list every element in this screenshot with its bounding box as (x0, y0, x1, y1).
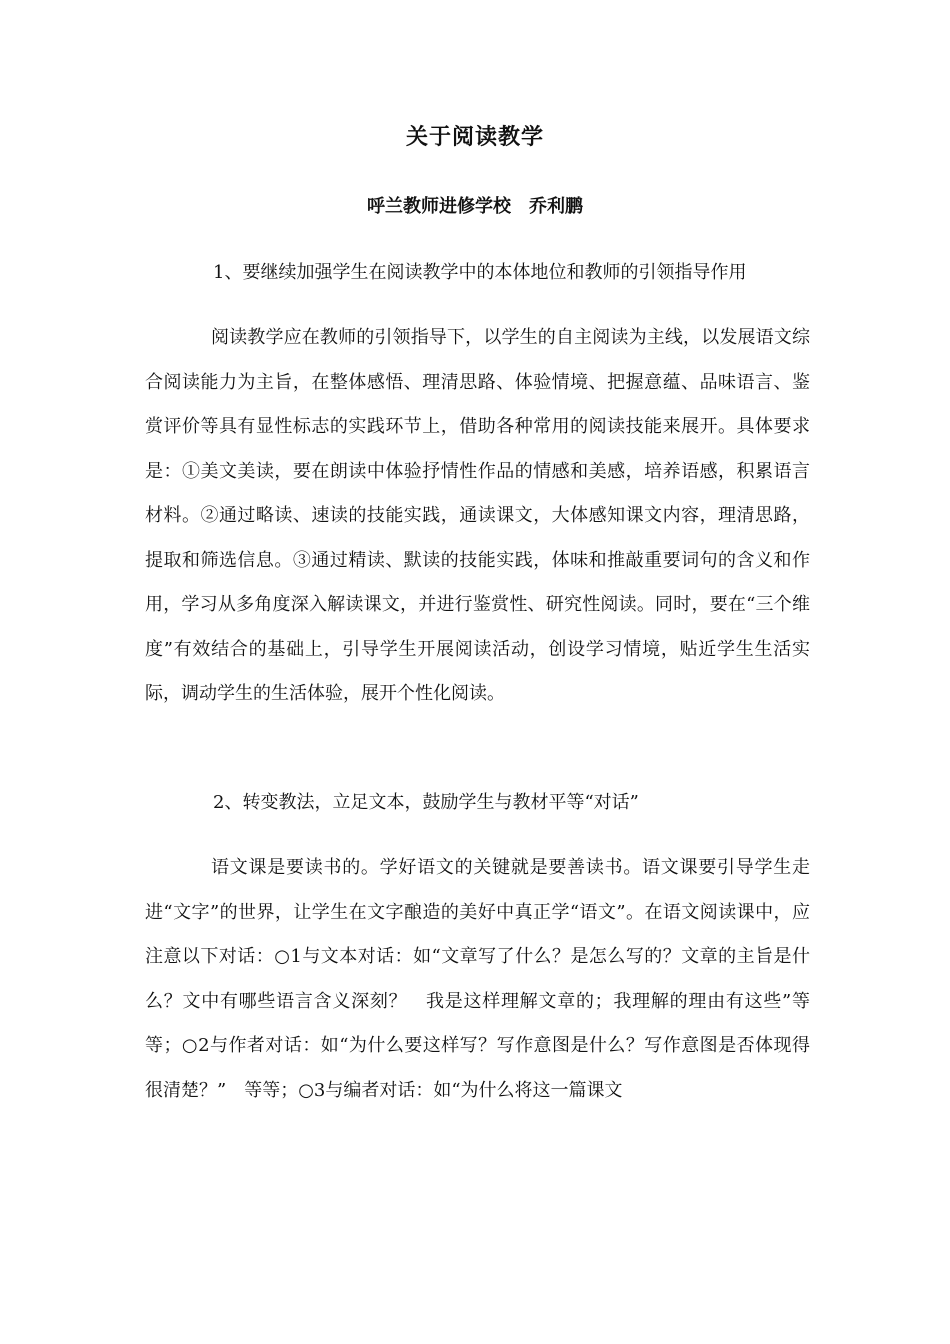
document-author: 呼兰教师进修学校 乔利鹏 (367, 196, 583, 217)
document-title: 关于阅读教学 (405, 124, 544, 150)
section-heading-1: 1、要继续加强学生在阅读教学中的本体地位和教师的引领指导作用 (213, 262, 747, 283)
section-body-1: 阅读教学应在教师的引领指导下，以学生的自主阅读为主线，以发展语文综合阅读能力为主旨，在整体感悟、理清思路、体验情境、把握意蕴、品味语言、鉴赏评价等具有显性标志的实践环节上，借助各种常用的阅读技能来展开。具体要求是：①美文美读，要在朗读中体验抒情性作品的情感和美感，培养语感，积累语言材料。②通过略读、速读的技能实践，通读课文，大体感知课文内容，理清思路，提取和筛选信息。③通过精读、默读的技能实践，体味和推敲重要词句的含义和作用，学习从多角度深入解读课文，并进行鉴赏性、研究性阅读。同时，要在“三个维度”有效结合的基础上，引导学生开展阅读活动，创设学习情境，贴近学生生活实际，调动学生的生活体验，展开个性化阅读。 (145, 327, 810, 704)
section-body-2: 语文课是要读书的。学好语文的关键就是要善读书。语文课要引导学生走进“文字”的世界，让学生在文字酿造的美好中真正学“语文”。在语文阅读课中，应注意以下对话：○1与文本对话：如“文章写了什么？是怎么写的？文章的主旨是什么？文中有哪些语言含义深刻？ 我是这样理解文章的；我理解的理由有这些”等等；○2与作者对话：如“为什么要这样写？写作意图是什么？写作意图是否体现得很清楚？” 等等；○3与编者对话：如“为什么将这一篇课文 (145, 857, 810, 1101)
section-heading-2: 2、转变教法，立足文本，鼓励学生与教材平等“对话” (213, 792, 639, 813)
